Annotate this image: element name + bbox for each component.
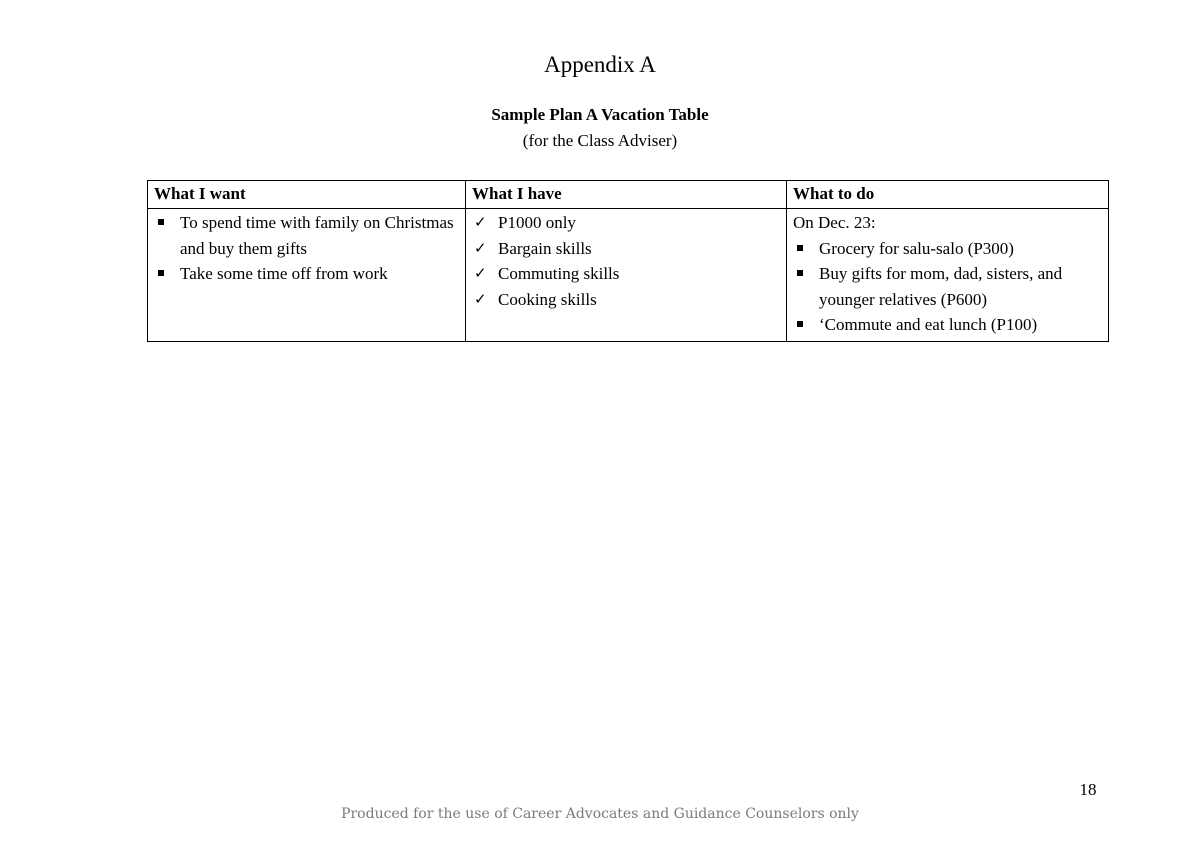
todo-list — [793, 236, 1102, 338]
square-bullet-icon — [156, 210, 174, 236]
header-what-to-do: What to do — [787, 181, 1109, 209]
table-subtitle: (for the Class Adviser) — [522, 131, 678, 150]
footer-note: Produced for the use of Career Advocates and Guidance Counselors only — [341, 806, 859, 822]
checkmark-icon: ✓ — [474, 238, 487, 257]
todo-item-text: Buy gifts for mom, dad, sisters, and younger relatives (P600) — [819, 264, 1063, 309]
todo-intro: On Dec. 23: — [793, 213, 876, 232]
list-item — [154, 210, 459, 261]
have-list — [472, 210, 780, 312]
list-item — [793, 312, 1102, 338]
square-bullet-icon — [795, 236, 813, 262]
list-item — [472, 287, 780, 313]
cell-what-i-have — [466, 209, 787, 342]
square-bullet-icon — [795, 312, 813, 338]
page-number: 18 — [1079, 780, 1097, 799]
header-what-i-have: What I have — [466, 181, 787, 209]
list-item — [793, 236, 1102, 262]
checkmark-icon: ✓ — [474, 264, 487, 283]
list-item — [472, 261, 780, 287]
square-bullet-icon — [156, 261, 174, 287]
list-item — [472, 236, 780, 262]
list-item — [154, 261, 459, 287]
appendix-title: Appendix A — [544, 52, 656, 77]
have-item-text: Cooking skills — [498, 289, 597, 309]
table-row — [148, 209, 1109, 342]
cell-what-to-do — [787, 209, 1109, 342]
header-what-i-want: What I want — [148, 181, 466, 209]
want-list — [154, 210, 459, 287]
want-item-text: To spend time with family on Christmas and buy them gifts — [180, 213, 454, 258]
list-item — [472, 210, 780, 236]
todo-item-text: Grocery for salu-salo (P300) — [819, 238, 1014, 258]
table-title: Sample Plan A Vacation Table — [491, 105, 709, 124]
vacation-plan-table — [147, 180, 1109, 342]
have-item-text: Commuting skills — [498, 264, 620, 284]
want-item-text: Take some time off from work — [180, 264, 388, 284]
todo-item-text: ‘Commute and eat lunch (P100) — [819, 315, 1038, 335]
checkmark-icon: ✓ — [474, 289, 487, 308]
have-item-text: Bargain skills — [498, 238, 592, 258]
table-header-row — [148, 181, 1109, 209]
checkmark-icon: ✓ — [474, 213, 487, 231]
square-bullet-icon — [795, 261, 813, 287]
list-item — [793, 261, 1102, 312]
have-item-text: P1000 only — [498, 213, 576, 232]
cell-what-i-want — [148, 209, 466, 342]
